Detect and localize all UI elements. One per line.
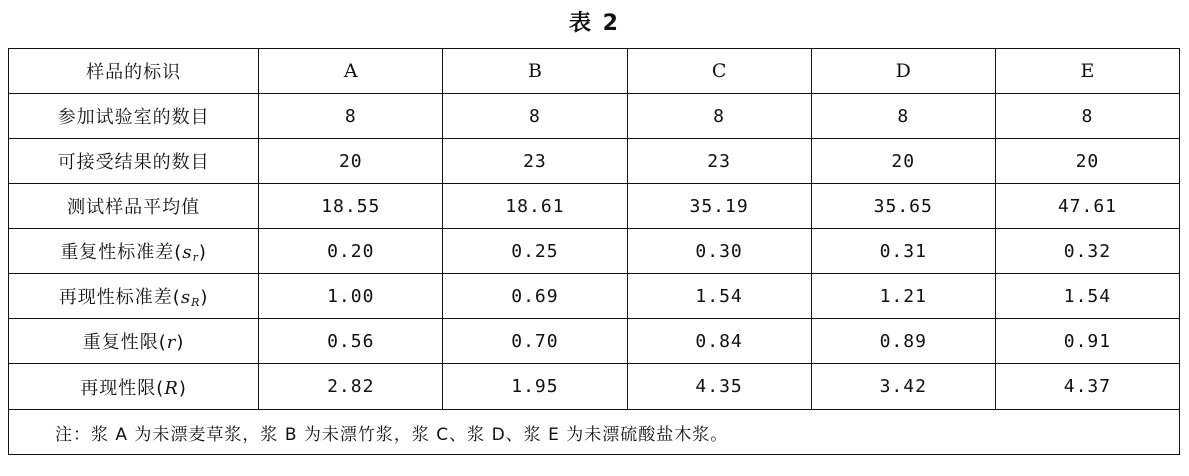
table-cell: 1.54 xyxy=(995,274,1179,319)
table-cell: 4.35 xyxy=(627,364,811,410)
header-label-cell: 样品的标识 xyxy=(9,49,259,94)
table-cell: 23 xyxy=(627,139,811,184)
row-label-text: 重复性限( xyxy=(82,332,167,353)
row-label-suffix: ) xyxy=(200,287,209,308)
row-label-suffix: ) xyxy=(178,377,187,399)
header-sample-d: D xyxy=(811,49,995,94)
table-header-row xyxy=(9,49,1180,94)
table-row xyxy=(9,184,1180,229)
table-cell: 0.69 xyxy=(443,274,627,319)
row-label xyxy=(9,274,259,319)
table-note: 注：浆 A 为未漂麦草浆，浆 B 为未漂竹浆，浆 C、浆 D、浆 E 为未漂硫酸盐木浆。 xyxy=(9,410,1180,455)
table-row xyxy=(9,139,1180,184)
symbol-r: r xyxy=(166,332,177,353)
row-label-suffix: ) xyxy=(198,242,207,263)
table-cell: 4.37 xyxy=(995,364,1179,410)
table-row xyxy=(9,319,1180,364)
row-label xyxy=(9,364,259,410)
table-cell: 3.42 xyxy=(811,364,995,410)
table-cell: 1.54 xyxy=(627,274,811,319)
header-sample-e: E xyxy=(995,49,1179,94)
table-cell: 0.31 xyxy=(811,229,995,274)
table-cell: 0.70 xyxy=(443,319,627,364)
row-label: 参加试验室的数目 xyxy=(9,94,259,139)
row-label-text: 再现性限( xyxy=(80,377,165,399)
table-cell: 0.56 xyxy=(259,319,443,364)
table-cell: 0.91 xyxy=(995,319,1179,364)
subscript-R: R xyxy=(191,296,201,309)
table-cell: 35.65 xyxy=(811,184,995,229)
table-cell: 47.61 xyxy=(995,184,1179,229)
row-label: 测试样品平均值 xyxy=(9,184,259,229)
table-title: 表 2 xyxy=(569,11,620,36)
subscript-r: r xyxy=(192,251,199,264)
row-label: 可接受结果的数目 xyxy=(9,139,259,184)
table-cell: 1.21 xyxy=(811,274,995,319)
table-cell: 0.25 xyxy=(443,229,627,274)
table-cell: 0.30 xyxy=(627,229,811,274)
table-row xyxy=(9,364,1180,410)
table-cell: 1.00 xyxy=(259,274,443,319)
table-row xyxy=(9,274,1180,319)
row-label-text: 重复性标准差( xyxy=(60,242,183,263)
table-cell: 35.19 xyxy=(627,184,811,229)
table-cell: 0.84 xyxy=(627,319,811,364)
symbol-s: s xyxy=(182,242,193,263)
data-table xyxy=(8,48,1180,455)
row-label-text: 再现性标准差( xyxy=(58,287,181,308)
table-cell: 8 xyxy=(259,94,443,139)
table-cell: 20 xyxy=(259,139,443,184)
row-label xyxy=(9,229,259,274)
table-cell: 20 xyxy=(995,139,1179,184)
header-sample-b: B xyxy=(443,49,627,94)
table-cell: 1.95 xyxy=(443,364,627,410)
table-cell: 18.55 xyxy=(259,184,443,229)
table-cell: 18.61 xyxy=(443,184,627,229)
row-label-suffix: ) xyxy=(176,332,185,353)
table-cell: 8 xyxy=(811,94,995,139)
table-note-row xyxy=(9,410,1180,455)
table-row xyxy=(9,229,1180,274)
row-label xyxy=(9,319,259,364)
table-cell: 0.32 xyxy=(995,229,1179,274)
table-cell: 23 xyxy=(443,139,627,184)
symbol-s: s xyxy=(180,287,192,308)
table-cell: 8 xyxy=(627,94,811,139)
table-cell: 8 xyxy=(443,94,627,139)
header-sample-c: C xyxy=(627,49,811,94)
table-cell: 2.82 xyxy=(259,364,443,410)
table-row xyxy=(9,94,1180,139)
table-cell: 0.20 xyxy=(259,229,443,274)
symbol-R: R xyxy=(164,377,179,399)
header-sample-a: A xyxy=(259,49,443,94)
table-cell: 8 xyxy=(995,94,1179,139)
table-cell: 0.89 xyxy=(811,319,995,364)
table-cell: 20 xyxy=(811,139,995,184)
